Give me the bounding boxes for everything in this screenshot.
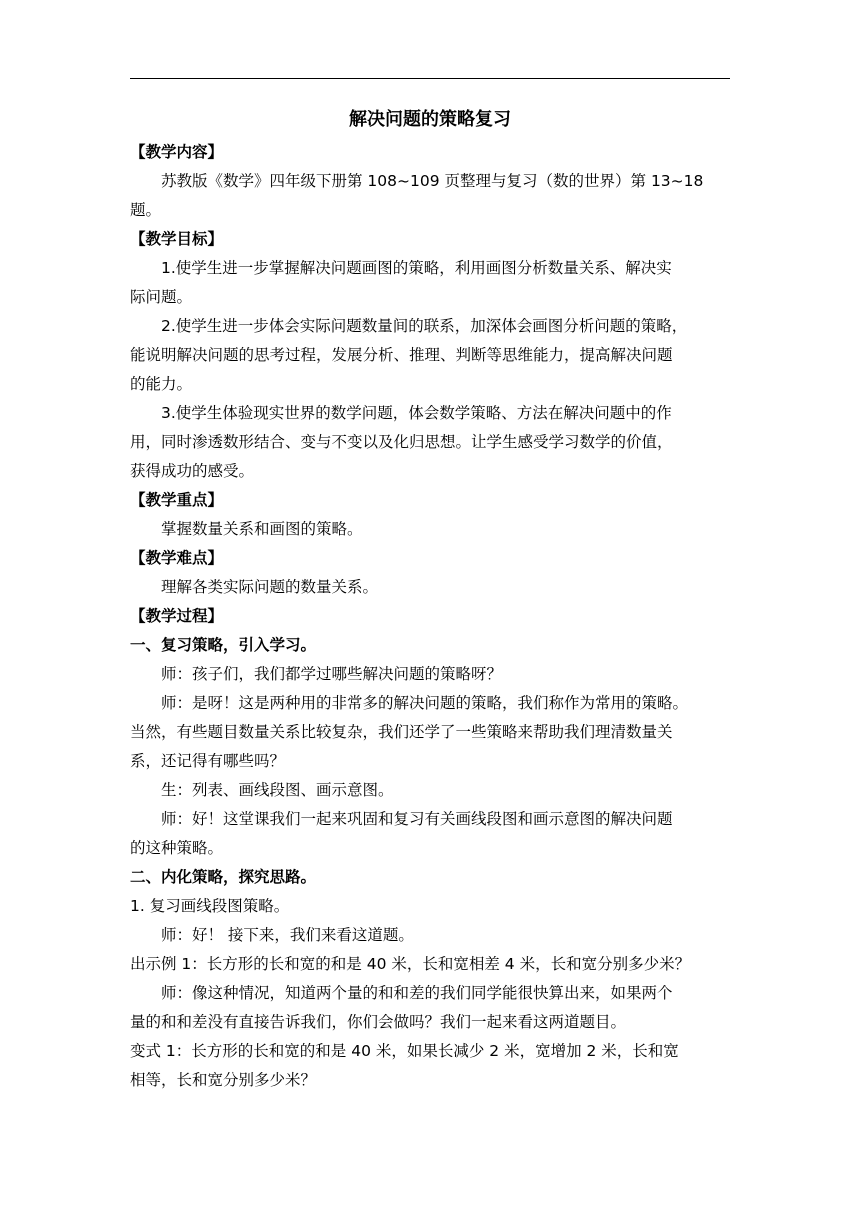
- section-heading: 【教学难点】: [130, 549, 224, 567]
- text-line: 的能力。: [130, 375, 193, 393]
- text-line: 师：好！ 接下来，我们来看这道题。: [161, 926, 414, 944]
- text-line: 师：是呀！这是两种用的非常多的解决问题的策略，我们称作为常用的策略。: [161, 694, 689, 712]
- text-line: 2.使学生进一步体会实际问题数量间的联系，加深体会画图分析问题的策略，: [161, 317, 688, 335]
- text-line: 理解各类实际问题的数量关系。: [161, 578, 379, 596]
- text-line: 当然，有些题目数量关系比较复杂，我们还学了一些策略来帮助我们理清数量关: [130, 723, 673, 741]
- text-line: 生：列表、画线段图、画示意图。: [161, 781, 394, 799]
- text-line: 苏教版《数学》四年级下册第 108~109 页整理与复习（数的世界）第 13~18: [161, 172, 704, 190]
- section-heading: 二、内化策略，探究思路。: [130, 868, 317, 886]
- text-line: 师：像这种情况，知道两个量的和和差的我们同学能很快算出来，如果两个: [161, 984, 673, 1002]
- text-line: 量的和和差没有直接告诉我们，你们会做吗？我们一起来看这两道题目。: [130, 1013, 627, 1031]
- header-rule: [130, 78, 730, 79]
- text-line: 能说明解决问题的思考过程，发展分析、推理、判断等思维能力，提高解决问题: [130, 346, 673, 364]
- text-line: 1.使学生进一步掌握解决问题画图的策略，利用画图分析数量关系、解决实: [161, 259, 672, 277]
- text-line: 际问题。: [130, 288, 193, 306]
- text-line: 变式 1：长方形的长和宽的和是 40 米，如果长减少 2 米，宽增加 2 米，长和宽: [130, 1042, 679, 1060]
- text-line: 的这种策略。: [130, 839, 224, 857]
- text-line: 相等，长和宽分别多少米？: [130, 1071, 317, 1089]
- section-heading: 一、复习策略，引入学习。: [130, 636, 317, 654]
- text-line: 题。: [130, 201, 162, 219]
- section-heading: 【教学重点】: [130, 491, 224, 509]
- text-line: 系，还记得有哪些吗？: [130, 752, 286, 770]
- text-line: 3.使学生体验现实世界的数学问题，体会数学策略、方法在解决问题中的作: [161, 404, 672, 422]
- document-title: 解决问题的策略复习: [349, 109, 511, 130]
- document-lines: [130, 138, 730, 1095]
- text-line: 用，同时渗透数形结合、变与不变以及化归思想。让学生感受学习数学的价值，: [130, 433, 673, 451]
- text-line: 获得成功的感受。: [130, 462, 255, 480]
- text-line: 师：孩子们，我们都学过哪些解决问题的策略呀？: [161, 665, 503, 683]
- section-heading: 【教学目标】: [130, 230, 224, 248]
- section-heading: 【教学过程】: [130, 607, 224, 625]
- text-line: 师：好！这堂课我们一起来巩固和复习有关画线段图和画示意图的解决问题: [161, 810, 673, 828]
- document-body: [130, 102, 730, 1095]
- text-line: 1. 复习画线段图策略。: [130, 897, 290, 915]
- section-heading: 【教学内容】: [130, 143, 224, 161]
- text-line: 掌握数量关系和画图的策略。: [161, 520, 363, 538]
- text-line: 出示例 1：长方形的长和宽的和是 40 米，长和宽相差 4 米，长和宽分别多少米？: [130, 955, 691, 973]
